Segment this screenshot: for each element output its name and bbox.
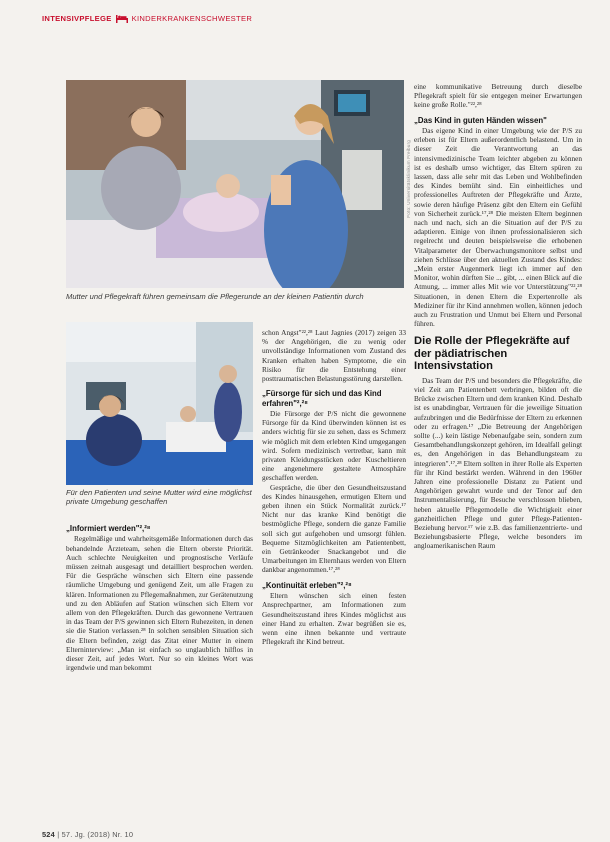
section-heading-rolle: Die Rolle der Pflegekräfte auf der pädiatrischen Intensivstation [414, 335, 570, 373]
subheading-haenden: „Das Kind in guten Händen wissen" [414, 115, 547, 125]
photo-mother-nurse-patient [66, 80, 404, 288]
middle-column [262, 328, 406, 646]
hospital-bed-icon [116, 15, 128, 23]
subheading-fuersorge: „Fürsorge für sich und das Kind erfahren"²,²⁸ [262, 389, 382, 408]
page-number: 524 [42, 830, 55, 839]
header-section: INTENSIVPFLEGE [42, 14, 112, 23]
bottom-photo-caption: Für den Patienten und seine Mutter wird eine möglichst private Umgebung geschaffen [66, 488, 252, 507]
photo-patient-mother-room [66, 322, 253, 485]
right-column [414, 82, 582, 551]
running-header [42, 14, 252, 23]
paragraph: eine kommunikative Betreuung durch dieselbe Pflegekraft spielt für sie entgegen meiner Erwartungen keine große Rolle."²²,²⁸ [414, 82, 582, 110]
photo-credit: Foto: Universitätsklinikum Freiburg [406, 140, 411, 218]
page-footer [42, 830, 133, 839]
top-photo-caption: Mutter und Pflegekraft führen gemeinsam die Pflegerunde an der kleinen Patientin durch [66, 292, 364, 301]
paragraph: Regelmäßige und wahrheitsgemäße Informationen durch das behandelnde Ärzteteam, sehen die Eltern oberste Priorität. Auch schlechte Neuigkeiten und prognostische Verläufe müssen zeitnah ausgesagt und detailliert besprochen werden. Für die Gespräche wünschen sich Eltern eine passende räumliche Umgebung und genügend Zeit, um alle Fragen zu klären. Informationen zu Pflegemaßnahmen, zur Gerätenutzung und zu den Abläufen auf Station wünschen sich Eltern vor allem von den Pflegekräften. Durch das gewonnene Vertrauen in das Team der P/S gewinnen sich Eltern Ruhezeiten, in denen sie die Station verlassen.²⁸ In solchen sensiblen Situation sich die Eltern befinden, zeigt das Zitat einer Mutter in einem Elterninterview: „Man ist einfach so unglaublich hilflos in dieser Zeit, auf jedes Wort. Nur so ein kleines Wort was irgendwie und man bekommt [66, 534, 253, 673]
left-column [66, 524, 253, 672]
subheading-kontinuitaet: „Kontinuität erleben"²,²⁸ [262, 580, 352, 590]
paragraph: Die Fürsorge der P/S nicht die gewonnene Fürsorge für da Kind überwinden können ist es anders wichtig für sie zu sehen, dass es Schmerz wie möglich mit dem erlebten Kind umgegangen wird. Sofern medizinisch vertretbar, kann mit privaten Kleidungsstücken oder Kuscheltieren eine angenehmere gestaltete Atmosphäre geschaffen werden. [262, 409, 406, 483]
paragraph: Das eigene Kind in einer Umgebung wie der P/S zu erleben ist für Eltern außerordentlich belastend. Um in dieser Zeit die Verantwortung an das intensivmedizinische Team leichter abgeben zu können ist es deshalb umso wichtiger, das Eltern spüren zu lassen, dass alle sehr mit das Leben und Wohlbefinden des Kindes bemüht sind. Ein einheitliches und professionelles Auftreten der Pflegekräfte und Ärzte, sowie deren häufige Präsenz gibt den Eltern ein Gefühl von Sicherheit zurück.¹⁷,²⁸ Die meisten Eltern beginnen nach und nach, sich an die Situation auf der P/S zu adaptieren. Einige von ihnen professionalisieren sich regelrecht und deuten beispielsweise die erhobenen Vitalparameter der Überwachungsmonitore selbst und ziehen Schlüsse über den aktuellen Zustand des Kindes: „Mein erster Augenmerk liegt ich immer auf den Monitor, wohin dürften Sie ... gibt, ... einen Blick auf die Atmung, ... immer alles Mit wie vor Unterstützung"²²,²⁸ Situationen, in denen Eltern die Expertenrolle als Mediziner für ihr Kind annehmen wollen, können jedoch auch zu Frustration und Unmut bei Eltern und Personal führen. [414, 126, 582, 329]
subheading-informiert: „Informiert werden"²,²⁸ [66, 524, 151, 533]
paragraph: Das Team der P/S und besonders die Pflegekräfte, die viel Zeit am Patientenbett verbringen, bilden oft die Brücke zwischen Eltern und dem kranken Kind. Deshalb ist es unabdingbar, Vertrauen für die jeweilige Situation aufzubringen und die Bedürfnisse der Eltern zu erkennen oder zu erfragen.¹⁷ „Die Betreuung der Angehörigen sollte (...) kein lästige Nebenaufgabe sein, sondern zum Gesamtbehandlungskonzept gehören, im Idealfall gelingt es, den Angehörigen in das Behandlungsteam zu integrieren".¹⁷,²⁸ Eltern sollten in ihrer Rolle als Experten für ihr Kind bestärkt werden. Während in den 1960er Jahren eine professionelle Distanz zu Patient und Angehörigen gewahrt wurde und der Tenor auf den Instrumentalisierung, für Besuche verschlossen blieben, heben aktuelle Pflegemodelle die Wichtigkeit einer ganzheitlichen Pflege und guter Pflege-Patienten-Beziehung hervor.¹⁷ wie z.B. das familienzentrierte- und Beziehungsbasierte Pflege, welche besonders im angloamerikanischen Raum [414, 375, 582, 551]
paragraph: Eltern wünschen sich einen festen Ansprechpartner, am Informationen zum Gesundheitszustand ihres Kindes möglichst aus einer Hand zu erhalten. Zwar begrüßen sie es, wenn eine ihnen bekannte und vertraute Pflegekraft ihr Kind betreut. [262, 591, 406, 647]
paragraph: Gespräche, die über den Gesundheitszustand des Kindes hinausgehen, ermutigen Eltern und geben ihnen ein Stück Normalität zurück.¹⁷ Nicht nur das kranke Kind benötigt die bestmögliche Pflege, sondern die ganze Familie soll sich gut aufgehoben und umsorgt fühlen. Bequeme Sitzmöglichkeiten am Patientenbett, ein Getränkeoder Snackangebot und die Umarbeitungen im Elternhaus werden von Eltern dankbar angenommen.¹⁷,²⁸ [262, 482, 406, 575]
journal-issue: | 57. Jg. (2018) Nr. 10 [57, 830, 134, 839]
header-subsection: KINDERKRANKENSCHWESTER [131, 14, 253, 23]
paragraph: schon Angst"²²,²⁸ Laut Jagnies (2017) zeigen 33 % der Angehörigen, die zu wenig oder unvollständige Informationen vom Zustand des Kranken erhalten haben Symptome, die ein Risiko für die Entstehung einer posttraumatischen Belastungsstörung darstellen. [262, 328, 406, 384]
